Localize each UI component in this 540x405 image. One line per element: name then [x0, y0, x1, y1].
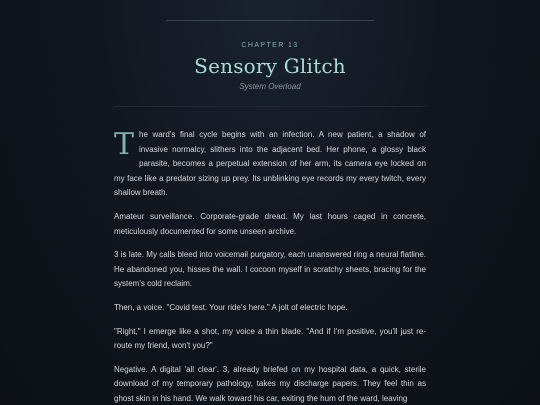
paragraph-1-text: he ward's final cycle begins with an infection. A new patient, a shadow of invasive normalcy, slithers into the adjacent bed. Her phone, a glossy black parasite, becomes a perpetual extension of her arm, its camera eye locked on my face like a predator sizing up prey. Its unblinking eye records my every twitch, every shallow breath. — [114, 130, 426, 198]
paragraph-6: Negative. A digital 'all clear'. 3, already briefed on my hospital data, a quick, sterile download of my temporary pathology, takes my discharge papers. They feel thin as ghost skin in his hand. We walk toward his car, exiting the hum of the ward, leaving — [114, 364, 426, 403]
paragraph-2: Amateur surveillance. Corporate-grade dread. My last hours caged in concrete, meticulously documented for some unseen archive. — [114, 211, 426, 236]
chapter-title: Sensory Glitch — [194, 54, 346, 78]
paragraph-3: 3 is late. My calls bleed into voicemail purgatory, each unanswered ring a neural flatline. He abandoned you, hisses the wall. I cocoon myself in scratchy sheets, bracing for the system's cold reclaim. — [114, 250, 426, 289]
chapter-page — [114, 0, 426, 405]
paragraph-1 — [114, 128, 426, 201]
paragraph-5: "Right," I emerge like a shot, my voice a thin blade. "And if I'm positive, you'll just re-route my friend, won't you?" — [114, 326, 426, 351]
chapter-body — [114, 128, 426, 405]
chapter-number: CHAPTER 13 — [241, 42, 299, 49]
paragraph-4: Then, a voice. "Covid test. Your ride's here." A jolt of electric hope. — [114, 302, 348, 312]
chapter-subtitle: System Overload — [239, 82, 301, 91]
drop-cap: T — [114, 127, 135, 162]
top-divider — [166, 20, 374, 21]
header-divider — [114, 106, 426, 107]
